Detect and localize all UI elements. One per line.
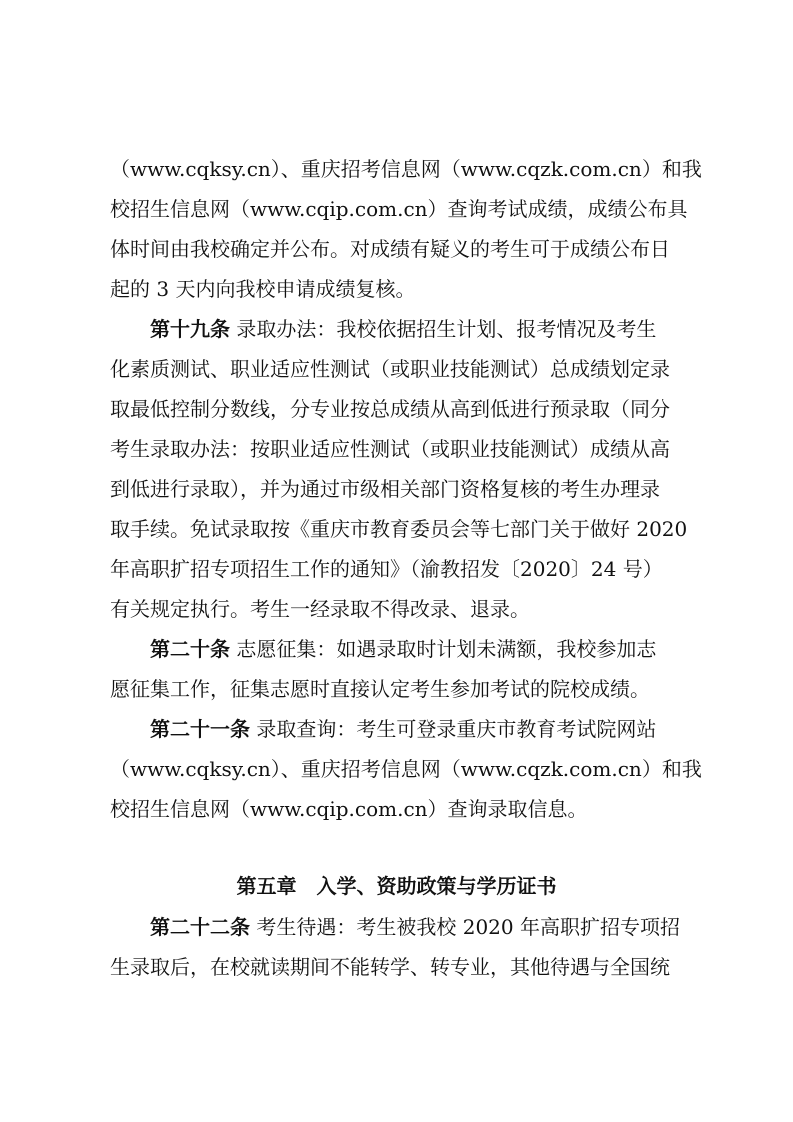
article-heading: 第二十一条 <box>150 717 250 741</box>
text-line-content: 志愿征集：如遇录取时计划未满额，我校参加志 <box>230 637 657 661</box>
text-line <box>0 712 793 746</box>
text-line <box>0 632 793 666</box>
text-line <box>0 592 793 626</box>
text-line-content: 取最低控制分数线，分专业按总成绩从高到低进行预录取（同分 <box>110 397 670 421</box>
text-line <box>0 272 793 306</box>
text-line-content: （www.cqksy.cn）、重庆招考信息网（www.cqzk.com.cn）和我 <box>110 157 702 181</box>
text-line-content: 体时间由我校确定并公布。对成绩有疑义的考生可于成绩公布日 <box>110 237 670 261</box>
text-line-content: 起的 3 天内向我校申请成绩复核。 <box>110 277 416 301</box>
text-line-content: 有关规定执行。考生一经录取不得改录、退录。 <box>110 597 530 621</box>
text-line <box>0 950 793 984</box>
text-line <box>0 672 793 706</box>
text-line-content: 生录取后，在校就读期间不能转学、转专业，其他待遇与全国统 <box>110 955 670 979</box>
text-line <box>0 432 793 466</box>
text-line-content: 化素质测试、职业适应性测试（或职业技能测试）总成绩划定录 <box>110 357 670 381</box>
text-line <box>0 552 793 586</box>
article-heading: 第十九条 <box>150 317 230 341</box>
text-line-content: 考生待遇：考生被我校 2020 年高职扩招专项招 <box>250 915 680 939</box>
text-line <box>0 910 793 944</box>
text-line-content: 愿征集工作，征集志愿时直接认定考生参加考试的院校成绩。 <box>110 677 650 701</box>
text-line <box>0 752 793 786</box>
text-line <box>0 792 793 826</box>
text-line-content: 取手续。免试录取按《重庆市教育委员会等七部门关于做好 2020 <box>110 517 688 541</box>
text-line-content: 校招生信息网（www.cqip.com.cn）查询考试成绩，成绩公布具 <box>110 197 688 221</box>
text-line-content: 录取查询：考生可登录重庆市教育考试院网站 <box>250 717 657 741</box>
text-line-content: 考生录取办法：按职业适应性测试（或职业技能测试）成绩从高 <box>110 437 670 461</box>
text-line <box>0 232 793 266</box>
text-line-content: 到低进行录取），并为通过市级相关部门资格复核的考生办理录 <box>110 477 660 501</box>
text-line <box>0 152 793 186</box>
text-line <box>0 392 793 426</box>
text-line <box>0 512 793 546</box>
text-line <box>0 352 793 386</box>
chapter-title: 第五章 入学、资助政策与学历证书 <box>236 874 557 898</box>
text-line <box>0 312 793 346</box>
text-line-content: 年高职扩招专项招生工作的通知》（渝教招发〔2020〕24 号） <box>110 557 663 581</box>
text-line <box>0 192 793 226</box>
text-line-content: 录取办法：我校依据招生计划、报考情况及考生 <box>230 317 657 341</box>
text-line <box>0 472 793 506</box>
text-line-content: 校招生信息网（www.cqip.com.cn）查询录取信息。 <box>110 797 588 821</box>
article-heading: 第二十条 <box>150 637 230 661</box>
text-line-content: （www.cqksy.cn）、重庆招考信息网（www.cqzk.com.cn）和我 <box>110 757 702 781</box>
article-heading: 第二十二条 <box>150 915 250 939</box>
